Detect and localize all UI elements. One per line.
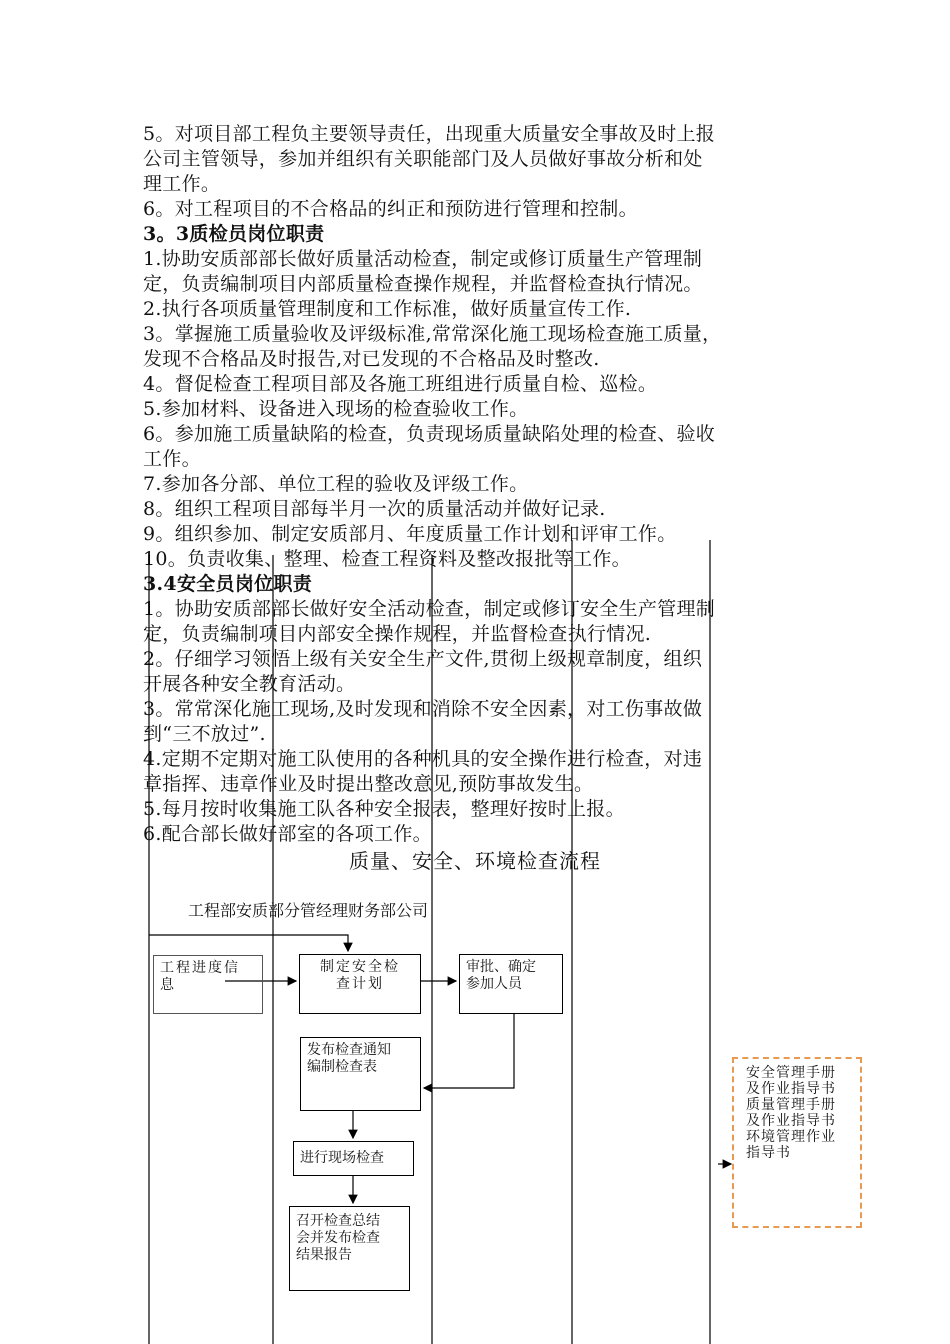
paragraph-line: 5.参加材料、设备进入现场的检查验收工作。 <box>143 398 529 420</box>
paragraph-line: 1.协助安质部部长做好质量活动检查，制定或修订质量生产管理制 <box>143 248 703 270</box>
paragraph-line: 6.配合部长做好部室的各项工作。 <box>143 823 432 845</box>
paragraph-line: 9。组织参加、制定安质部月、年度质量工作计划和评审工作。 <box>143 523 677 545</box>
paragraph-line: 7.参加各分部、单位工程的验收及评级工作。 <box>143 473 529 495</box>
paragraph-line: 理工作。 <box>143 173 221 195</box>
paragraph-line: 2.执行各项质量管理制度和工作标准，做好质量宣传工作. <box>143 298 632 320</box>
manuals-box <box>732 1057 862 1228</box>
site-inspection-label: 进行现场检查 <box>300 1150 384 1166</box>
paragraph-line: 发现不合格品及时报告,对已发现的不合格品及时整改. <box>143 348 600 370</box>
approve-label: 审批、确定 参加人员 <box>466 959 536 992</box>
flow-arrow-approve-notice <box>424 1014 514 1088</box>
make-plan-box <box>299 954 421 1014</box>
publish-notice-label: 发布检查通知 编制检查表 <box>307 1042 391 1075</box>
progress-info-box <box>153 955 263 1014</box>
paragraph-line: 3。常常深化施工现场,及时发现和消除不安全因素，对工伤事故做 <box>143 698 703 720</box>
paragraph-line: 定，负责编制项目内部质量检查操作规程，并监督检查执行情况。 <box>143 273 703 295</box>
paragraph-line: 4.定期不定期对施工队使用的各种机具的安全操作进行检查，对违 <box>143 748 703 770</box>
paragraph-line: 开展各种安全教育活动。 <box>143 673 356 695</box>
paragraph-line: 4。督促检查工程项目部及各施工班组进行质量自检、巡检。 <box>143 373 658 395</box>
paragraph-line: 5.每月按时收集施工队各种安全报表，整理好按时上报。 <box>143 798 625 820</box>
summary-meeting-label: 召开检查总结 会并发布检查 结果报告 <box>296 1213 380 1263</box>
manuals-label: 安全管理手册 及作业指导书 质量管理手册 及作业指导书 环境管理作业 指导书 <box>746 1065 836 1161</box>
section-heading: 3。3质检员岗位职责 <box>143 223 325 245</box>
paragraph-line: 章指挥、违章作业及时提出整改意见,预防事故发生。 <box>143 773 594 795</box>
paragraph-line: 6。对工程项目的不合格品的纠正和预防进行管理和控制。 <box>143 198 638 220</box>
paragraph-line: 工作。 <box>143 448 201 470</box>
progress-info-label: 工程进度信 息 <box>160 960 240 993</box>
summary-meeting-box <box>289 1206 410 1291</box>
paragraph-line: 定，负责编制项目内部安全操作规程，并监督检查执行情况. <box>143 623 652 645</box>
paragraph-line: 6。参加施工质量缺陷的检查，负责现场质量缺陷处理的检查、验收 <box>143 423 716 445</box>
approve-box <box>459 954 563 1014</box>
site-inspection-box <box>293 1141 414 1176</box>
section-heading: 3.4安全员岗位职责 <box>143 573 313 595</box>
publish-notice-box <box>300 1037 421 1111</box>
paragraph-line: 10。负责收集、整理、检查工程资料及整改报批等工作。 <box>143 548 631 570</box>
paragraph-line: 1。协助安质部部长做好安全活动检查，制定或修订安全生产管理制 <box>143 598 716 620</box>
paragraph-line: 5。对项目部工程负主要领导责任，出现重大质量安全事故及时上报 <box>143 123 716 145</box>
paragraph-line: 2。仔细学习领悟上级有关安全生产文件,贯彻上级规章制度，组织 <box>143 648 703 670</box>
paragraph-line: 到“三不放过”. <box>143 723 266 745</box>
department-header: 工程部安质部分管经理财务部公司 <box>188 901 429 920</box>
flowchart-title: 质量、安全、环境检查流程 <box>349 849 601 873</box>
flow-top-connector <box>149 935 348 951</box>
paragraph-line: 8。组织工程项目部每半月一次的质量活动并做好记录. <box>143 498 606 520</box>
paragraph-line: 3。掌握施工质量验收及评级标准,常常深化施工现场检查施工质量， <box>143 323 722 345</box>
paragraph-line: 公司主管领导，参加并组织有关职能部门及人员做好事故分析和处 <box>143 148 703 170</box>
make-plan-label: 制定安全检 查计划 <box>320 959 400 992</box>
